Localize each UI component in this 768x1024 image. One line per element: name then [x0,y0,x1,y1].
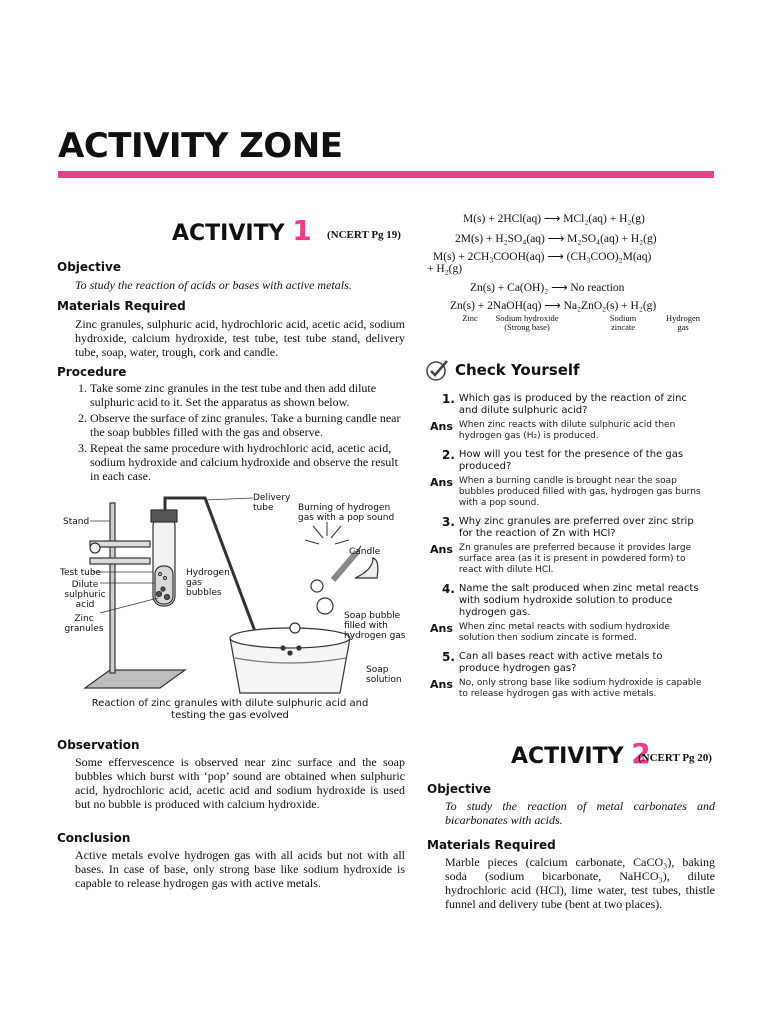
activity1-heading [172,214,312,247]
label-burning: Burning of hydrogen gas with a pop sound [298,503,395,523]
stand-base [85,670,185,688]
equation-5: Zn(s) + 2NaOH(aq) ⟶ Na₂ZnO₂(s) + H₂(g) [450,300,657,312]
check-yourself-header [425,358,580,382]
label-zinc: Zinc granules [64,614,104,634]
question-text: Can all bases react with active metals to produce hydrogen gas? [458,651,663,674]
equation-3b: + H₂(g) [427,263,463,275]
question-text: Name the salt produced when zinc metal reacts with sodium hydroxide solution to produce hydrogen gas. [458,583,699,618]
question-item [430,449,720,473]
answer-item [430,622,720,644]
answer-text: When zinc reacts with dilute sulphuric acid then hydrogen gas (H₂) is produced. [458,420,676,441]
soap-bubble [317,598,333,614]
question-number: 3. [442,515,455,529]
answer-text: Zn granules are preferred because it provides large surface area (as it is present in powdered form) to react with dilute HCl. [458,543,692,575]
procedure-step: 1. Take some zinc granules in the test tube and then add dilute sulphuric acid to it. Set the apparatus as shown below. [90,381,405,409]
activity2-materials-heading: Materials Required [427,838,556,852]
equation-3a: M(s) + 2CH₃COOH(aq) ⟶ (CH₃COO)₂M(aq) [433,251,652,263]
procedure-heading: Procedure [57,365,127,379]
question-item [430,651,720,675]
activity2-ncert: (NCERT Pg 20) [638,752,712,764]
activity2-objective-text: To study the reaction of metal carbonates and bicarbonates with acids. [445,799,715,827]
answer-label: Ans [430,476,453,489]
label-delivery-tube: Delivery tube [253,493,291,513]
conclusion-text: Active metals evolve hydrogen gas with all acids but not with all bases. In case of base, only strong base like sodium hydroxide is capable to release hydrogen gas with active metals. [75,848,405,890]
question-item [430,516,720,540]
answer-label: Ans [430,678,453,691]
eq-label-naoh: Sodium hydroxide (Strong base) [495,313,559,332]
check-yourself-title: Check Yourself [455,361,580,379]
label-soap-solution: Soap solution [366,665,402,685]
question-number: 1. [442,392,455,406]
objective-heading: Objective [57,260,121,274]
procedure-list [72,381,405,485]
check-yourself-list [430,393,720,700]
activity2-word: ACTIVITY [511,744,624,769]
answer-item [430,678,720,700]
answer-label: Ans [430,622,453,635]
observation-heading: Observation [57,738,140,752]
activity2-objective-heading: Objective [427,782,491,796]
question-number: 4. [442,582,455,596]
answer-item [430,543,720,576]
diagram-caption: Reaction of zinc granules with dilute sulphuric acid and testing the gas evolved [91,698,369,721]
procedure-step: 3. Repeat the same procedure with hydrochloric acid, acetic acid, sodium hydroxide and calcium hydroxide and observe the result in each case. [90,441,405,483]
answer-item [430,420,720,442]
label-candle: Candle [349,547,381,557]
label-soap-bubble: Soap bubble filled with hydrogen gas [344,611,406,641]
activity1-ncert: (NCERT Pg 19) [327,229,401,241]
activity1-word: ACTIVITY [172,221,285,246]
label-hydrogen-bubbles: Hydrogen gas bubbles [186,568,230,598]
equation-1: M(s) + 2HCl(aq) ⟶ MCl₂(aq) + H₂(g) [463,213,645,225]
answer-item [430,476,720,509]
label-dilute-acid: Dilute sulphuric acid [64,580,106,610]
answer-text: No, only strong base like sodium hydroxide is capable to release hydrogen gas with active metals. [458,678,702,699]
cork [151,510,177,522]
activity1-number: 1 [292,214,312,247]
label-stand: Stand [63,517,90,527]
answer-text: When a burning candle is brought near the soap bubbles produced filled with gas, hydrogen gas burns with a pop sound. [458,476,701,508]
page-title: ACTIVITY ZONE [58,126,343,166]
question-item [430,583,720,619]
stand-rod [110,503,115,673]
observation-text: Some effervescence is observed near zinc surface and the soap bubbles which burst with ‘pop’ sound are obtained when sulphuric acid, hydrochloric acid, acetic acid and sodium hydroxide is used but no bubble is produced with calcium hydroxide. [75,755,405,811]
eq-label-zincate: Sodium zincate [609,313,637,332]
question-text: How will you test for the presence of the gas produced? [458,449,684,472]
activity2-number: 2 [631,737,651,770]
activity2-heading [511,737,651,770]
materials-text: Zinc granules, sulphuric acid, hydrochloric acid, acetic acid, sodium hydroxide, calcium hydroxide, test tube, test tube stand, delivery tube, soap, water, trough, cork and candle. [75,317,405,359]
question-number: 5. [442,650,455,664]
equation-4: Zn(s) + Ca(OH)₂ ⟶ No reaction [470,282,625,294]
clamp-lower [90,558,150,564]
check-circle-icon [425,358,449,382]
pop-burst [305,522,349,544]
eq-label-h2: Hydrogen gas [666,313,700,332]
materials-heading: Materials Required [57,299,186,313]
activity2-materials-text: Marble pieces (calcium carbonate, CaCO₃), baking soda (sodium bicarbonate, NaHCO₃), dilute hydrochloric acid (HCl), lime water, test tubes, thistle funnel and delivery tube (bent at two places). [445,855,715,911]
answer-label: Ans [430,420,453,433]
eq-label-zinc: Zinc [462,313,478,323]
question-item [430,393,720,417]
objective-text: To study the reaction of acids or bases with active metals. [75,278,352,292]
label-test-tube: Test tube [60,568,102,578]
procedure-step: 2. Observe the surface of zinc granules. Take a burning candle near the soap bubbles filled with the gas and observe. [90,411,405,439]
conclusion-heading: Conclusion [57,831,131,845]
question-text: Which gas is produced by the reaction of zinc and dilute sulphuric acid? [458,393,687,416]
answer-text: When zinc metal reacts with sodium hydroxide solution then sodium zincate is formed. [458,622,670,643]
answer-label: Ans [430,543,453,556]
question-text: Why zinc granules are preferred over zinc strip for the reaction of Zn with HCl? [458,516,694,539]
question-number: 2. [442,448,455,462]
title-divider [58,171,714,178]
equation-2: 2M(s) + H₂SO₄(aq) ⟶ M₂SO₄(aq) + H₂(g) [455,233,657,245]
